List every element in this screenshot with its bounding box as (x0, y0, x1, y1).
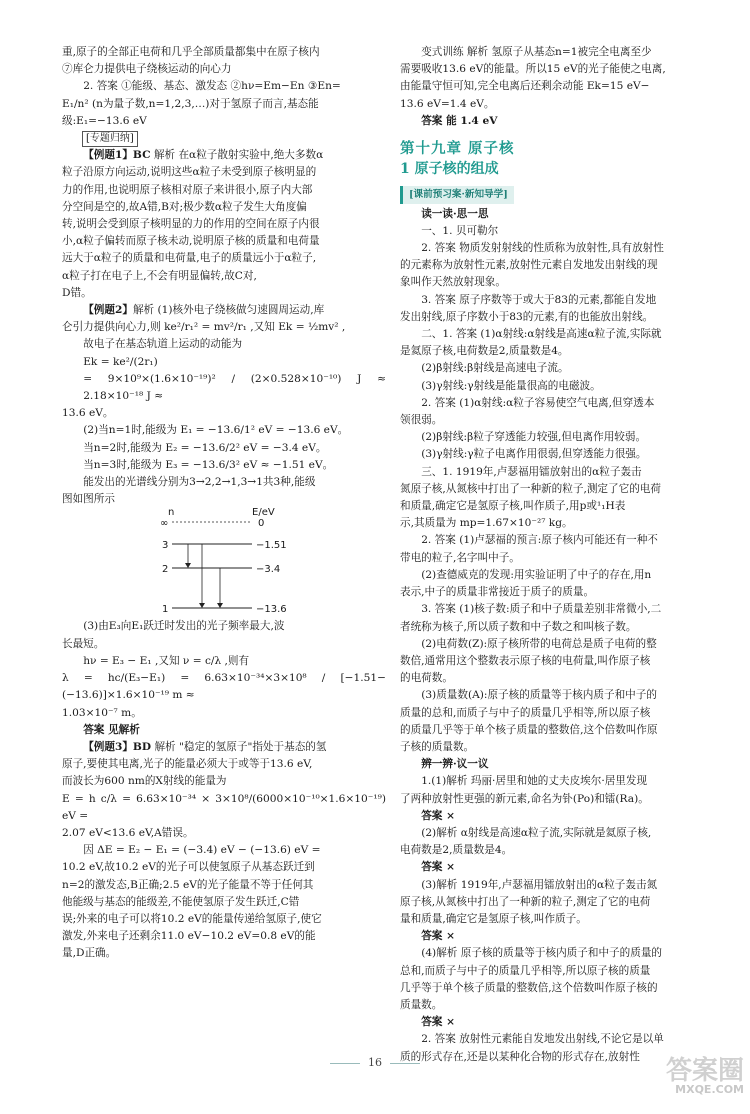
right-body-line: 象叫作天然放射现象。 (400, 276, 506, 289)
level-n-3: 3 (162, 540, 169, 552)
right-body-line: (3)γ射线:γ粒子电离作用很弱,但穿透能力很强。 (421, 448, 647, 461)
example-1-line: α粒子打在电子上,不会有明显偏转,故C对, (62, 269, 257, 282)
right-body-line: 1.(1)解析 玛丽·居里和她的丈夫皮埃尔·居里发现 (421, 775, 648, 788)
right-body-line: 表示,中子的质量非常接近于质子的质量。 (400, 586, 595, 599)
answer-2-cont: E₁/n² (n为量子数,n=1,2,3,…)对于氢原子而言,基态能 (62, 97, 319, 110)
right-body-line: 答案 × (421, 1016, 455, 1029)
level-e-1: −13.6 (256, 604, 287, 616)
right-body-line: 二、1. 答案 (1)α射线:α射线是高速α粒子流,实际就 (421, 328, 662, 341)
right-body-line: 质的形式存在,还是以某种化合物的形式存在,放射性 (400, 1050, 640, 1063)
formula-lambda: λ = hc/(E₃−E₁) = 6.63×10⁻³⁴×3×10⁸ / [−1.51−(−13.6)]×1.6×10⁻¹⁹ m ≈ (62, 672, 386, 702)
right-body-line: 一、1. 贝可勒尔 (421, 224, 499, 237)
right-body-line: 和质量,确定它是氢原子核,叫作质子,用p或¹₁H表 (400, 500, 626, 513)
example-2-line: 解析 (1)核外电子绕核做匀速圆周运动,库 (132, 304, 325, 317)
example-2-line: 仑引力提供向心力,则 ke²/r₁² = mv²/r₁ ,又知 Ek = ½mv² , (62, 321, 346, 334)
section-title: 1 原子核的组成 (400, 161, 499, 178)
example-2-line: 长最短。 (62, 637, 105, 650)
right-body-line: 是氦原子核,电荷数是2,质量数是4。 (400, 345, 569, 358)
right-body-line: 3. 答案 (1)核子数:质子和中子质量差别非常微小,二 (421, 603, 662, 616)
left-column (62, 44, 386, 963)
right-body-line: 3. 答案 原子序数等于或大于83的元素,都能自发地 (421, 293, 657, 306)
right-body-line: 答案 × (421, 809, 455, 822)
right-body-line: 2. 答案 物质发射射线的性质称为放射性,具有放射性 (421, 242, 664, 255)
example-1-line: 小,α粒子偏转而原子核未动,说明原子核的质量和电荷量 (62, 235, 320, 248)
page-number: 16 (368, 1056, 382, 1069)
n-axis-label: n (168, 507, 175, 519)
variant-training-line: 需要吸收13.6 eV的能量。所以15 eV的光子能使之电离, (400, 63, 666, 76)
example-3-line: n=2的激发态,B正确;2.5 eV的光子能量不等于任何其 (62, 878, 314, 891)
formula-ek: Ek = ke²/(2r₁) (83, 355, 158, 368)
right-body-line: 2. 答案 (1)卢瑟福的预言:原子核内可能还有一种不 (421, 534, 658, 547)
topic-summary-label: [专题归纳] (82, 131, 138, 147)
energy-level-svg (62, 510, 386, 614)
right-body (400, 206, 720, 1066)
formula-photon-energy: E = h c/λ = 6.63×10⁻³⁴ × 3×10⁸/(6000×10⁻¹⁰×1.6×10⁻¹⁹) eV = (62, 792, 386, 822)
right-body-line: (3)γ射线:γ射线是能量很高的电磁波。 (421, 379, 601, 392)
right-body-line: 辨一辨·议一议 (421, 758, 489, 771)
level-n-inf: ∞ (160, 518, 169, 530)
example-1-line: 解析 在α粒子散射实验中,绝大多数α (153, 149, 324, 162)
variant-training-line: 由能量守恒可知,完全电离后还剩余动能 Ek=15 eV− (400, 80, 650, 93)
right-body-line: 原子核,从氮核中打出了一种新的粒子,测定了它的电荷 (400, 895, 651, 908)
level-n-1: 1 (162, 604, 169, 616)
variant-training-answer: 答案 能 1.4 eV (421, 114, 498, 127)
page-number-footer (0, 1056, 750, 1069)
example-2-line: 图如图所示 (62, 493, 115, 506)
chapter-title: 第十九章 原子核 (400, 140, 515, 158)
right-body-line: (2)电荷数(Z):原子核所带的电荷总是质子电荷的整 (421, 637, 657, 650)
example-3-line: 激发,外来电子还剩余11.0 eV−10.2 eV=0.8 eV的能 (62, 930, 316, 943)
example-1-line: 远大于α粒子的质量和电荷量,电子的质量远小于α粒子, (62, 252, 317, 265)
example-3-line: 量,D正确。 (62, 947, 117, 960)
watermark-logo (666, 1058, 744, 1096)
example-3-line: 2.07 eV<13.6 eV,A错误。 (62, 826, 194, 839)
example-2-line: 13.6 eV。 (62, 407, 114, 420)
answer-2: 2. 答案 ①能级、基态、激发态 ②hν=Em−En ③En= (83, 80, 341, 93)
example-3-tag: 【例题3】BD (83, 740, 152, 753)
right-body-line: 了两种放射性更强的新元素,命名为钋(Po)和镭(Ra)。 (400, 792, 649, 805)
right-body-line: 质量的总和,而质子与中子的质量几乎相等,所以原子核 (400, 706, 651, 719)
right-body-line: 发出射线,原子序数小于83的元素,有的也能放出射线。 (400, 310, 654, 323)
formula-ek-value: = 9×10⁹×(1.6×10⁻¹⁹)² / (2×0.528×10⁻¹⁰) J ≈ 2.18×10⁻¹⁸ J ≈ (83, 372, 386, 403)
right-body-line: (2)解析 α射线是高速α粒子流,实际就是氦原子核, (421, 826, 652, 839)
energy-level-n3: 当n=3时,能级为 E₃ = −13.6/3² eV ≈ −1.51 eV。 (83, 458, 334, 471)
energy-level-diagram (62, 507, 386, 616)
example-3-line: 他能级与基态的能级差,不能使氢原子发生跃迁,C错 (62, 895, 300, 908)
right-body-line: 量和质量,确定它是氢原子核,叫作质子。 (400, 912, 587, 925)
right-body-line: 领很弱。 (400, 414, 443, 427)
energy-level-n1: (2)当n=1时,能级为 E₁ = −13.6/1² eV = −13.6 eV。 (83, 424, 349, 437)
level-e-2: −3.4 (256, 564, 281, 576)
example-2-tag: 【例题2】 (83, 304, 133, 317)
example-1-tag: 【例题1】BC (83, 149, 151, 162)
variant-training: 变式训练 解析 氢原子从基态n=1被完全电离至少 (421, 46, 652, 58)
level-e-inf: 0 (258, 518, 265, 530)
right-body-line: 数倍,通常用这个整数表示原子核的电荷量,叫作原子核 (400, 654, 651, 667)
example-2-line: 故电子在基态轨道上运动的动能为 (83, 338, 243, 351)
right-body-line: 总和,而质子与中子的质量几乎相等,所以原子核的质量 (400, 964, 651, 977)
right-column (400, 44, 720, 1066)
variant-training-line: 13.6 eV=1.4 eV。 (400, 97, 495, 110)
right-body-line: 质量数。 (400, 998, 443, 1011)
example-2-line: 能发出的光谱线分别为3→2,2→1,3→1共3种,能级 (83, 476, 316, 489)
right-body-line: 的电荷数。 (400, 672, 453, 685)
right-body-line: 答案 × (421, 861, 455, 874)
answer-2-end: 级:E₁=−13.6 eV (62, 114, 147, 127)
example-3-line: 误;外来的电子可以将10.2 eV的能量传递给氢原子,使它 (62, 912, 322, 925)
left-line-2: ⑦库仑力提供电子绕核运动的向心力 (62, 63, 232, 76)
right-body-line: 答案 × (421, 930, 455, 943)
right-body-line: (3)解析 1919年,卢瑟福用镭放射出的α粒子轰击氮 (421, 878, 658, 891)
example-1-line: 转,说明会受到原子核明显的力的作用的空间在原子内很 (62, 218, 320, 231)
right-body-line: 2. 答案 (1)α射线:α粒子容易使空气电离,但穿透本 (421, 396, 655, 409)
right-body-line: 带电的粒子,名字叫中子。 (400, 551, 520, 564)
right-body-line: (3)质量数(A):原子核的质量等于核内质子和中子的 (421, 689, 657, 702)
right-body-line: 氮原子核,从氮核中打出了一种新的粒子,测定了它的电荷 (400, 482, 661, 495)
right-body-line: (4)解析 原子核的质量等于核内质子和中子的质量的 (421, 947, 663, 960)
right-body-line: 示,其质量为 mp=1.67×10⁻²⁷ kg。 (400, 517, 573, 530)
example-1-line: D错。 (62, 286, 92, 299)
example-3-line: 因 ΔE = E₂ − E₁ = (−3.4) eV − (−13.6) eV = (83, 844, 321, 857)
right-body-line: 电荷数是2,质量数是4。 (400, 844, 513, 857)
right-body-line: (2)查德威克的发现:用实验证明了中子的存在,用n (421, 568, 652, 581)
example-3-line: 原子,要使其电离,光子的能量必须大于或等于13.6 eV, (62, 758, 313, 771)
right-body-line: 者统称为核子,所以质子数和中子数之和叫核子数。 (400, 620, 637, 633)
right-body-line: 三、1. 1919年,卢瑟福用镭放射出的α粒子轰击 (421, 465, 642, 478)
arrow-head-2-1 (217, 603, 223, 608)
energy-axis-label: E/eV (252, 507, 275, 519)
example-3-line: 10.2 eV,故10.2 eV的光子可以使氢原子从基态跃迁到 (62, 861, 315, 874)
formula-hv: hν = E₃ − E₁ ,又知 ν = c/λ ,则有 (83, 654, 250, 667)
left-line-1: 重,原子的全部正电荷和几乎全部质量都集中在原子核内 (62, 46, 320, 58)
energy-level-n2: 当n=2时,能级为 E₂ = −13.6/2² eV = −3.4 eV。 (83, 441, 327, 454)
example-1-line: 分空间是空的,故A错,B对;极少数α粒子发生大角度偏 (62, 200, 307, 213)
level-e-3: −1.51 (256, 540, 287, 552)
right-body-line: 读一读·思一思 (421, 207, 489, 220)
watermark-bottom: MXQE.COM (675, 1083, 744, 1096)
formula-lambda-value: 1.03×10⁻⁷ m。 (62, 706, 142, 719)
arrow-head-3-2 (185, 563, 191, 568)
right-body-line: 的质量几乎等于单个核子质量的整数倍,这个倍数叫作原 (400, 723, 658, 736)
watermark-top: 答案圈 (665, 1056, 744, 1086)
example-2-answer: 答案 见解析 (83, 723, 140, 736)
right-body-line: 几乎等于单个核子质量的整数倍,这个倍数叫作原子核的 (400, 981, 658, 994)
arrow-head-3-1 (199, 603, 205, 608)
example-1-line: 粒子沿原方向运动,说明这些α粒子未受到原子核明显的 (62, 166, 317, 179)
right-body-line: (2)β射线:β粒子穿透能力较强,但电离作用较弱。 (421, 431, 647, 444)
right-body-line: (2)β射线:β射线是高速电子流。 (421, 362, 569, 375)
example-1-line: 力的作用,也说明原子核相对原子来讲很小,原子内大部 (62, 183, 313, 196)
right-body-line: 的元素称为放射性元素,放射性元素自发地发出射线的现 (400, 259, 658, 272)
example-2-line: (3)由E₃向E₁跃迁时发出的光子频率最大,波 (83, 620, 285, 633)
level-n-2: 2 (162, 564, 169, 576)
preview-banner: [课前预习案·新知导学] (400, 186, 514, 203)
example-3-line: 而波长为600 nm的X射线的能量为 (62, 775, 227, 788)
example-3-line: 解析 "稳定的氢原子"指处于基态的氢 (154, 740, 327, 753)
right-body-line: 子核的质量数。 (400, 740, 475, 753)
right-body-line: 2. 答案 放射性元素能自发地发出射线,不论它是以单 (421, 1033, 664, 1046)
